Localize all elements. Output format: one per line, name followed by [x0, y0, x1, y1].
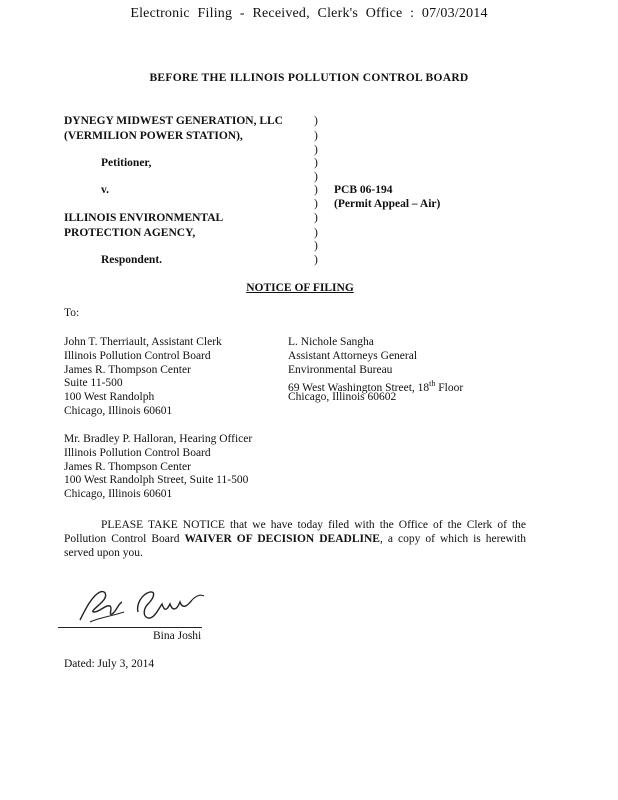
address-line: 100 West Randolph: [64, 391, 155, 404]
address-line: Mr. Bradley P. Halloran, Hearing Officer: [64, 433, 253, 445]
case-type: (Permit Appeal – Air): [334, 198, 441, 210]
caption-paren: ): [314, 240, 318, 252]
attorney-bureau: Environmental Bureau: [288, 363, 393, 376]
address-line: Suite 11-500: [64, 377, 123, 390]
address-line: Illinois Pollution Control Board: [64, 446, 211, 459]
petitioner-station: (VERMILION POWER STATION),: [64, 130, 243, 142]
signer-name: Bina Joshi: [153, 630, 202, 642]
caption-paren: ): [314, 227, 318, 239]
respondent-name: ILLINOIS ENVIRONMENTAL: [64, 212, 224, 224]
caption-paren: ): [314, 254, 318, 266]
petitioner-role: Petitioner,: [101, 157, 152, 169]
caption-paren: ): [314, 144, 318, 156]
notice-text-after: , a copy of which is herewith served upon you.: [64, 533, 527, 560]
board-heading: BEFORE THE ILLINOIS POLLUTION CONTROL BOARD: [149, 72, 469, 84]
attorney-street: [288, 377, 464, 395]
petitioner-name: DYNEGY MIDWEST GENERATION, LLC: [64, 115, 283, 127]
address-line: James R. Thompson Center: [64, 460, 191, 473]
respondent-agency: PROTECTION AGENCY,: [64, 227, 196, 239]
attorney-title: Assistant Attorneys General: [288, 349, 418, 362]
caption-paren: ): [314, 115, 318, 127]
filing-stamp: Electronic Filing - Received, Clerk's Office : 07/03/2014: [130, 6, 488, 21]
street-ordinal: th: [429, 379, 436, 389]
caption-paren: ): [314, 184, 318, 196]
respondent-role: Respondent.: [101, 254, 163, 266]
filed-document-title: WAIVER OF DECISION DEADLINE: [184, 533, 380, 546]
hearing-officer-address-block: [64, 433, 252, 502]
case-number: PCB 06-194: [334, 184, 393, 196]
address-line: Illinois Pollution Control Board: [64, 349, 211, 362]
clerk-address-block: [64, 336, 222, 419]
caption-paren: ): [314, 212, 318, 224]
attorney-name: L. Nichole Sangha: [288, 336, 374, 348]
dated-line: Dated: July 3, 2014: [64, 658, 155, 670]
signature-line: [58, 627, 202, 628]
street-prefix: 69 West Washington Street, 18: [288, 382, 430, 395]
address-line: John T. Therriault, Assistant Clerk: [64, 336, 222, 348]
address-line: 100 West Randolph Street, Suite 11-500: [64, 474, 249, 487]
caption-paren: ): [314, 171, 318, 183]
attorney-address-block: [288, 336, 463, 405]
notice-text-before: PLEASE TAKE NOTICE that we have today filed with the Office of the Clerk of the Pollution Control Board: [64, 519, 526, 546]
notice-paragraph: [64, 518, 526, 561]
to-label: To:: [64, 307, 80, 319]
attorney-city: Chicago, Illinois 60602: [288, 391, 397, 404]
versus-label: v.: [101, 184, 109, 196]
caption-paren: ): [314, 198, 318, 210]
address-line: Chicago, Illinois 60601: [64, 488, 173, 501]
address-line: James R. Thompson Center: [64, 363, 191, 376]
street-suffix: Floor: [435, 382, 464, 395]
notice-title: NOTICE OF FILING: [246, 282, 354, 294]
caption-paren: ): [314, 130, 318, 142]
address-line: Chicago, Illinois 60601: [64, 404, 173, 417]
caption-paren: ): [314, 157, 318, 169]
handwritten-signature: [72, 582, 212, 630]
